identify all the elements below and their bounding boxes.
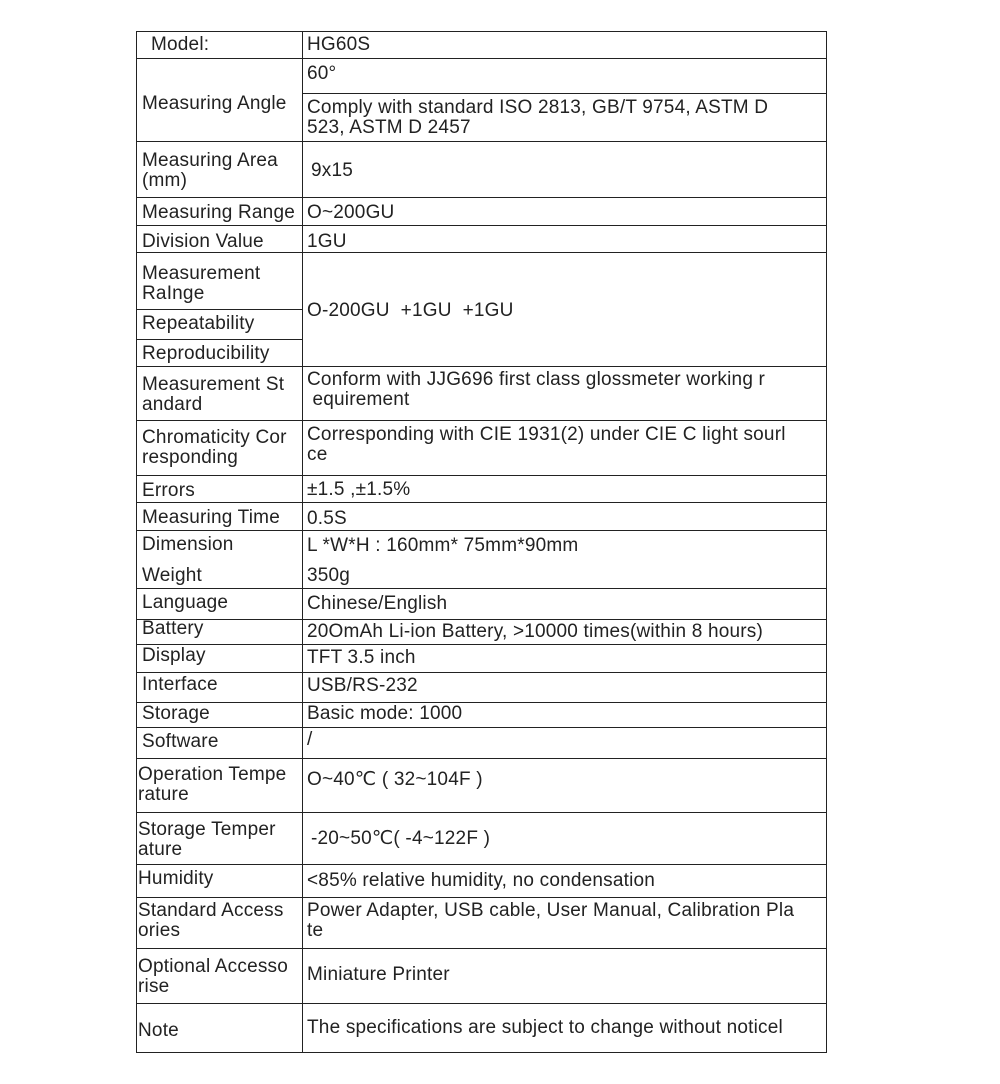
- row-value-measuring-range: O~200GU: [303, 198, 826, 226]
- row-value-measurement-standard: Conform with JJG696 first class glossmeter working r equirement: [303, 367, 826, 421]
- row-value-battery: 20OmAh Li-ion Battery, >10000 times(within 8 hours): [303, 620, 826, 645]
- row-label-measuring-range: Measuring Range: [137, 198, 303, 226]
- row-label-note: Note: [137, 1004, 303, 1052]
- row-value-software: /: [303, 728, 826, 759]
- row-value-angle: 60°: [303, 59, 826, 94]
- row-label-errors: Errors: [137, 476, 303, 503]
- row-label-chromaticity: Chromaticity Cor responding: [137, 421, 303, 476]
- row-label-operation-temperature: Operation Tempe rature: [137, 759, 303, 813]
- row-label-repeatability: Repeatability: [137, 310, 303, 340]
- row-label-dimension-weight: Dimension Weight: [137, 531, 303, 589]
- row-label-division-value: Division Value: [137, 226, 303, 253]
- row-label-humidity: Humidity: [137, 865, 303, 898]
- row-value-errors: ±1.5 ,±1.5%: [303, 476, 826, 503]
- row-value-humidity: <85% relative humidity, no condensation: [303, 865, 826, 898]
- row-label-language: Language: [137, 589, 303, 620]
- row-label-storage-temperature: Storage Temper ature: [137, 813, 303, 865]
- spec-table: [136, 31, 827, 1053]
- row-value-standard-accessories: Power Adapter, USB cable, User Manual, Calibration Pla te: [303, 898, 826, 949]
- row-value-angle-standard: Comply with standard ISO 2813, GB/T 9754, ASTM D 523, ASTM D 2457: [303, 94, 826, 142]
- row-value-operation-temperature: O~40℃ ( 32~104F ): [303, 759, 826, 813]
- row-label-storage: Storage: [137, 703, 303, 728]
- row-label-measurement-range: Measurement RaInge: [137, 253, 303, 310]
- row-label-interface: Interface: [137, 673, 303, 703]
- row-label-reproducibility: Reproducibility: [137, 340, 303, 367]
- row-value-interface: USB/RS-232: [303, 673, 826, 703]
- row-value-storage-temperature: -20~50℃( -4~122F ): [303, 813, 826, 865]
- row-label-optional-accessories: Optional Accesso rise: [137, 949, 303, 1004]
- row-value-model: HG60S: [303, 32, 826, 59]
- row-value-measuring-time: 0.5S: [303, 503, 826, 531]
- row-value-optional-accessories: Miniature Printer: [303, 949, 826, 1004]
- row-label-model: Model:: [137, 32, 303, 59]
- row-value-dimension-weight: L *W*H : 160mm* 75mm*90mm 350g: [303, 531, 826, 589]
- row-value-chromaticity: Corresponding with CIE 1931(2) under CIE C light sourl ce: [303, 421, 826, 476]
- row-value-note: The specifications are subject to change without noticel: [307, 1017, 783, 1038]
- row-label-measuring-area: Measuring Area (mm): [137, 142, 303, 198]
- row-label-measuring-angle: Measuring Angle: [137, 59, 303, 142]
- row-label-software: Software: [137, 728, 303, 759]
- row-value-language: Chinese/English: [303, 589, 826, 620]
- row-value-display: TFT 3.5 inch: [303, 645, 826, 673]
- row-value-division-value: 1GU: [303, 226, 826, 253]
- row-label-battery: Battery: [137, 620, 303, 645]
- row-label-measurement-standard: Measurement St andard: [137, 367, 303, 421]
- row-value-measuring-area: 9x15: [303, 142, 826, 198]
- row-label-measuring-time: Measuring Time: [137, 503, 303, 531]
- row-label-display: Display: [137, 645, 303, 673]
- row-label-standard-accessories: Standard Access ories: [137, 898, 303, 949]
- row-value-measurement-range: O-200GU +1GU +1GU: [303, 253, 826, 367]
- row-value-storage: Basic mode: 1000: [303, 703, 826, 728]
